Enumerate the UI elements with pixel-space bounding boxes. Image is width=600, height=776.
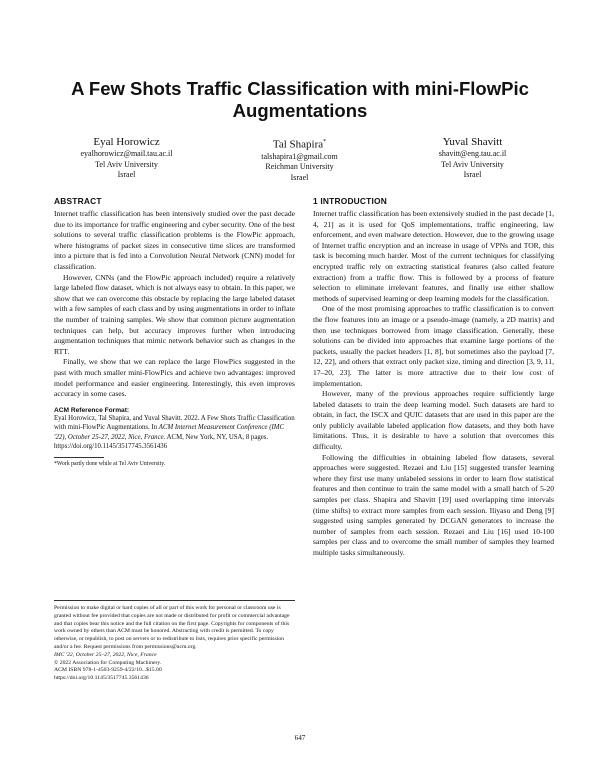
author-email: talshapira1@gmail.com xyxy=(261,151,338,161)
copyright-line: © 2022 Association for Computing Machinery. xyxy=(54,659,162,666)
conference-info: IMC '22, October 25–27, 2022, Nice, France xyxy=(54,651,157,658)
right-column xyxy=(313,196,554,559)
permission-block xyxy=(54,600,295,683)
author-1 xyxy=(40,135,213,183)
author-affiliation: Tel Aviv University xyxy=(95,159,158,169)
title-line-2: Augmentations xyxy=(232,100,368,121)
acm-reference-heading: ACM Reference Format: xyxy=(54,406,130,414)
page-number: 647 xyxy=(294,734,306,742)
title-line-1: A Few Shots Traffic Classification with mini-FlowPic xyxy=(71,78,529,99)
introduction-heading: 1 INTRODUCTION xyxy=(313,196,387,206)
introduction-paragraph: However, many of the previous approaches require sufficiently large labeled datasets to train the deep learning model. Such datasets are hard to obtain, in fact, the ISCX and QUIC datasets that are used in this paper are the only publicly available labeled application flow datasets, and they both have limitations. Thus, it is desirable to have a solution that overcomes this difficulty. xyxy=(313,389,554,452)
author-footnote-mark: * xyxy=(323,139,327,145)
abstract-heading: ABSTRACT xyxy=(54,196,102,206)
author-email: eyalhorowicz@mail.tau.ac.il xyxy=(80,149,173,158)
author-country: Israel xyxy=(463,170,482,180)
footnote-divider xyxy=(54,457,104,458)
author-name: Yuval Shavitt xyxy=(442,136,503,148)
introduction-paragraph: Internet traffic classification has been extensively studied in the past decade [1, 4, 21] as it is used for QoS implementations, traffic engineering, law enforcement, and even malware detection. However, due to the growing usage of Internet traffic encryption and an increase in usage of VPNs and TOR, this task is becoming much harder. Most of the current techniques for classifying encrypted traffic rely on extracting statistical features (also called feature extraction) from a traffic flow. This is followed by a process of feature selection to eliminate irrelevant features, and finally use either shallow methods of supervised learning or deep learning models for the classification. xyxy=(313,209,554,303)
acm-reference-text: Eyal Horowicz, Tal Shapira, and Yuval Shavitt. 2022. A Few Shots Traffic Classification with mini-FlowPic Augmentations. In ACM Internet Measurement Conference (IMC '22), October 25-27, 2022, Nice, France. ACM, New York, NY, USA, 8 pages. https://doi.org/10.1145/3517745.3561436 xyxy=(54,414,295,450)
doi-line: https://doi.org/10.1145/3517745.3561436 xyxy=(54,675,149,682)
author-email: shavitt@eng.tau.ac.il xyxy=(438,149,507,158)
author-2 xyxy=(213,135,386,183)
abstract-paragraph: Internet traffic classification has been intensively studied over the past decade due to its importance for traffic engineering and cyber security. One of the best solutions to several traffic classification problems is the FlowPic approach, where histograms of packet sizes in consecutive time slices are transformed into a picture that is fed into a Convolution Neural Network (CNN) model for classification. xyxy=(54,209,295,271)
author-block xyxy=(40,135,560,183)
introduction-paragraph: Following the difficulties in obtaining labeled flow datasets, several approaches were suggested. Rezaei and Liu [15] suggested transfer learning where they first use many unlabeled sessions in order to learn flow statistical features and then continue to train the same model with a small batch of 5-20 samples per class. Shapira and Shavitt [19] used overlapping time intervals (time shifts) to extract more samples from each session. Iliyasu and Deng [9] suggested using samples generated by DCGAN generators to increase the number of samples from each session. Rezaei and Liu [16] used 10-100 samples per class and to overcome the small number of samples they learned multiple tasks simultaneously. xyxy=(313,452,554,557)
left-column xyxy=(54,196,295,468)
permission-divider xyxy=(54,600,295,601)
author-affiliation: Reichman University xyxy=(265,162,334,172)
abstract-paragraph: However, CNNs (and the FlowPic approach included) require a relatively large labeled flow dataset, which is not always easy to obtain. In this paper, we show that we can overcome this obstacle by replacing the large labeled dataset with a few samples of each class and by using augmentations in order to inflate the number of training samples. We show that common picture augmentation techniques can help, but accuracy improves further when introducing augmentation techniques that mimic network behavior such as changes in the RTT. xyxy=(54,272,295,356)
author-3 xyxy=(386,135,559,183)
author-affiliation: Tel Aviv University xyxy=(441,159,504,169)
author-name: Eyal Horowicz xyxy=(93,136,160,148)
author-country: Israel xyxy=(290,172,309,182)
author-country: Israel xyxy=(117,170,136,180)
isbn-line: ACM ISBN 978-1-4503-9259-4/22/10...$15.00 xyxy=(54,667,162,674)
abstract-paragraph: Finally, we show that we can replace the large FlowPics suggested in the past with much smaller mini-FlowPics and achieve two advantages: improved model performance and easier engineering. Interestingly, this even improves accuracy in some cases. xyxy=(54,357,295,399)
author-name: Tal Shapira* xyxy=(272,138,327,151)
introduction-paragraph: One of the most promising approaches to traffic classification is to convert the flow features into an image or a pseudo-image (namely, a 2D matrix) and then use techniques borrowed from image classification. Generally, these solutions can be divided into approaches that examine large portions of the packets, usually the packet headers [1, 8], but sometimes also the payload [7, 12, 22], and others that extract only packet size, timing and direction [3, 9, 11, 17–20, 23]. The latter is more attractive due to their low cost of implementation. xyxy=(313,304,554,388)
permission-text: Permission to make digital or hard copies of all or part of this work for personal or classroom use is granted without fee provided that copies are not made or distributed for profit or commercial advantage and that copies bear this notice and the full citation on the first page. Copyrights for components of this work owned by others than ACM must be honored. Abstracting with credit is permitted. To copy otherwise, or republish, to post on servers or to redistribute to lists, requires prior specific permission and/or a fee. Request permissions from permissions@acm.org. xyxy=(54,605,290,650)
author-footnote: *Work partly done while at Tel Aviv University. xyxy=(54,461,166,468)
paper-title xyxy=(40,78,560,122)
